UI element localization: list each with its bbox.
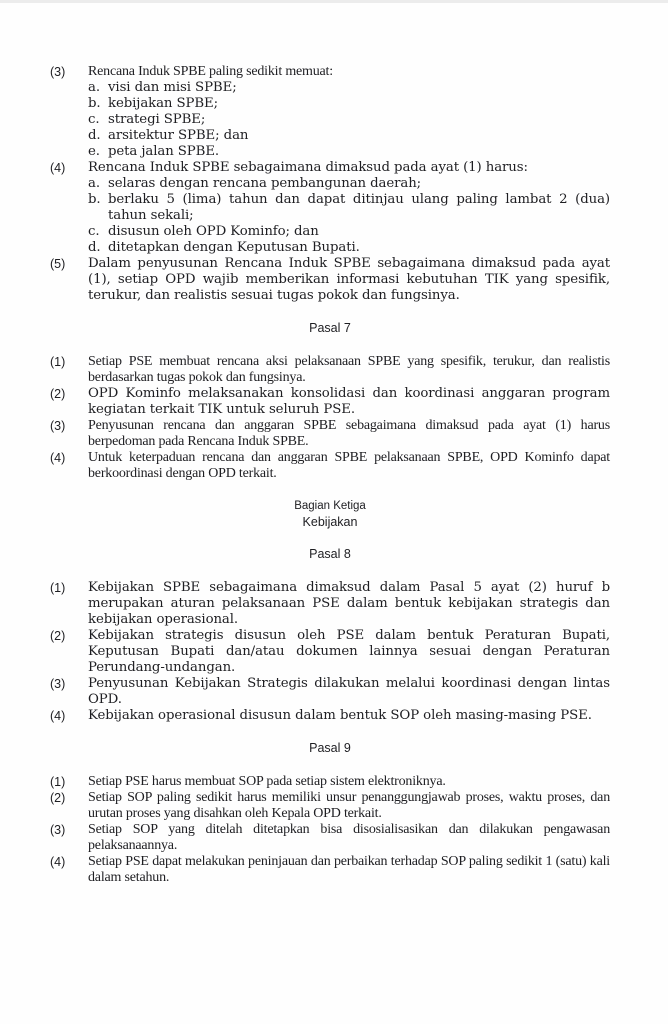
sub-item bbox=[88, 192, 610, 224]
pasal-8 bbox=[50, 546, 610, 724]
sub-text: peta jalan SPBE. bbox=[108, 144, 220, 159]
ayat-text: Penyusunan Kebijakan Strategis dilakukan melalui koordinasi dengan lintas OPD. bbox=[88, 676, 610, 707]
ayat-item bbox=[50, 160, 610, 256]
ayat-number: (3) bbox=[50, 823, 66, 837]
ayat-item bbox=[50, 418, 610, 450]
ayat-text: Kebijakan operasional disusun dalam bentuk SOP oleh masing-masing PSE. bbox=[88, 708, 592, 723]
ayat-number: (1) bbox=[50, 581, 66, 595]
sub-item bbox=[88, 224, 610, 240]
sub-text: disusun oleh OPD Kominfo; dan bbox=[108, 224, 319, 239]
ayat-item bbox=[50, 774, 610, 790]
ayat-text: Setiap PSE membuat rencana aksi pelaksanaan SPBE yang spesifik, terukur, dan realistis berdasarkan tugas pokok dan fungsinya. bbox=[88, 354, 610, 385]
sub-letter: c. bbox=[88, 224, 100, 239]
pasal-title: Pasal 7 bbox=[309, 321, 351, 335]
document-body bbox=[50, 64, 610, 886]
sub-letter: b. bbox=[88, 192, 101, 207]
ayat-text: Untuk keterpaduan rencana dan anggaran SPBE pelaksanaan SPBE, OPD Kominfo dapat berkoordinasi dengan OPD terkait. bbox=[88, 450, 610, 481]
pasal-9 bbox=[50, 740, 610, 886]
ayat-text: Dalam penyusunan Rencana Induk SPBE sebagaimana dimaksud pada ayat (1), setiap OPD wajib memberikan informasi kebutuhan TIK yang spesifik, terukur, dan realistis sesuai tugas pokok dan fungsinya. bbox=[88, 256, 610, 303]
ayat-item bbox=[50, 790, 610, 822]
ayat-number: (1) bbox=[50, 355, 66, 369]
bagian-label: Bagian Ketiga bbox=[294, 500, 366, 512]
sub-text: kebijakan SPBE; bbox=[108, 96, 219, 111]
ayat-number: (4) bbox=[50, 855, 66, 869]
sub-item bbox=[88, 128, 610, 144]
sub-text: berlaku 5 (lima) tahun dan dapat ditinjau ulang paling lambat 2 (dua) tahun sekali; bbox=[108, 192, 610, 223]
sub-text: selaras dengan rencana pembangunan daerah; bbox=[108, 176, 422, 191]
ayat-number: (3) bbox=[50, 677, 66, 691]
pasal-title: Pasal 8 bbox=[309, 547, 351, 561]
ayat-item bbox=[50, 676, 610, 708]
sub-letter: d. bbox=[88, 240, 101, 255]
ayat-text: Setiap PSE harus membuat SOP pada setiap sistem elektroniknya. bbox=[88, 774, 446, 789]
sub-text: arsitektur SPBE; dan bbox=[108, 128, 249, 143]
ayat-item bbox=[50, 580, 610, 628]
scan-edge bbox=[0, 0, 668, 3]
sub-item bbox=[88, 240, 610, 256]
sub-text: strategi SPBE; bbox=[108, 112, 206, 127]
pasal-title: Pasal 9 bbox=[309, 741, 351, 755]
sub-item bbox=[88, 96, 610, 112]
sub-text: ditetapkan dengan Keputusan Bupati. bbox=[108, 240, 360, 255]
bagian-heading bbox=[50, 498, 610, 530]
ayat-item bbox=[50, 386, 610, 418]
ayat-text: Rencana Induk SPBE paling sedikit memuat: bbox=[88, 64, 333, 79]
ayat-text: Penyusunan rencana dan anggaran SPBE sebagaimana dimaksud pada ayat (1) harus berpedoman pada Rencana Induk SPBE. bbox=[88, 418, 610, 449]
ayat-item bbox=[50, 354, 610, 386]
ayat-number: (2) bbox=[50, 387, 66, 401]
ayat-number: (2) bbox=[50, 791, 66, 805]
sub-letter: a. bbox=[88, 80, 100, 95]
ayat-number: (2) bbox=[50, 629, 66, 643]
ayat-item bbox=[50, 854, 610, 886]
bagian-title: Kebijakan bbox=[302, 515, 358, 529]
sub-text: visi dan misi SPBE; bbox=[108, 80, 237, 95]
ayat-number: (5) bbox=[50, 257, 66, 271]
ayat-item bbox=[50, 64, 610, 160]
pasal-6-continuation bbox=[50, 64, 610, 304]
sub-letter: d. bbox=[88, 128, 101, 143]
ayat-text: Rencana Induk SPBE sebagaimana dimaksud pada ayat (1) harus: bbox=[88, 160, 528, 175]
ayat-text: OPD Kominfo melaksanakan konsolidasi dan koordinasi anggaran program kegiatan terkait TIK untuk seluruh PSE. bbox=[88, 386, 610, 417]
sub-letter: e. bbox=[88, 144, 100, 159]
sub-item bbox=[88, 144, 610, 160]
sub-letter: c. bbox=[88, 112, 100, 127]
ayat-number: (4) bbox=[50, 161, 66, 175]
ayat-text: Kebijakan strategis disusun oleh PSE dalam bentuk Peraturan Bupati, Keputusan Bupati dan/atau dokumen lainnya sesuai dengan Peraturan Perundang-undangan. bbox=[88, 628, 610, 675]
sub-item bbox=[88, 80, 610, 96]
ayat-text: Setiap SOP yang ditelah ditetapkan bisa disosialisasikan dan dilakukan pengawasan pelaksanaannya. bbox=[88, 822, 610, 853]
ayat-number: (4) bbox=[50, 709, 66, 723]
ayat-text: Setiap SOP paling sedikit harus memiliki unsur penanggungjawab proses, waktu proses, dan urutan proses yang disahkan oleh Kepala OPD terkait. bbox=[88, 790, 610, 821]
sub-letter: b. bbox=[88, 96, 101, 111]
ayat-item bbox=[50, 256, 610, 304]
ayat-item bbox=[50, 708, 610, 724]
ayat-number: (1) bbox=[50, 775, 66, 789]
pasal-7 bbox=[50, 320, 610, 482]
ayat-text: Kebijakan SPBE sebagaimana dimaksud dalam Pasal 5 ayat (2) huruf b merupakan aturan pelaksanaan PSE dalam bentuk kebijakan strategis dan kebijakan operasional. bbox=[88, 580, 610, 627]
ayat-item bbox=[50, 822, 610, 854]
ayat-text: Setiap PSE dapat melakukan peninjauan dan perbaikan terhadap SOP paling sedikit 1 (satu) kali dalam setahun. bbox=[88, 854, 610, 885]
sub-item bbox=[88, 176, 610, 192]
sub-item bbox=[88, 112, 610, 128]
ayat-item bbox=[50, 450, 610, 482]
sub-letter: a. bbox=[88, 176, 100, 191]
ayat-number: (3) bbox=[50, 65, 66, 79]
ayat-number: (3) bbox=[50, 419, 66, 433]
ayat-number: (4) bbox=[50, 451, 66, 465]
ayat-item bbox=[50, 628, 610, 676]
